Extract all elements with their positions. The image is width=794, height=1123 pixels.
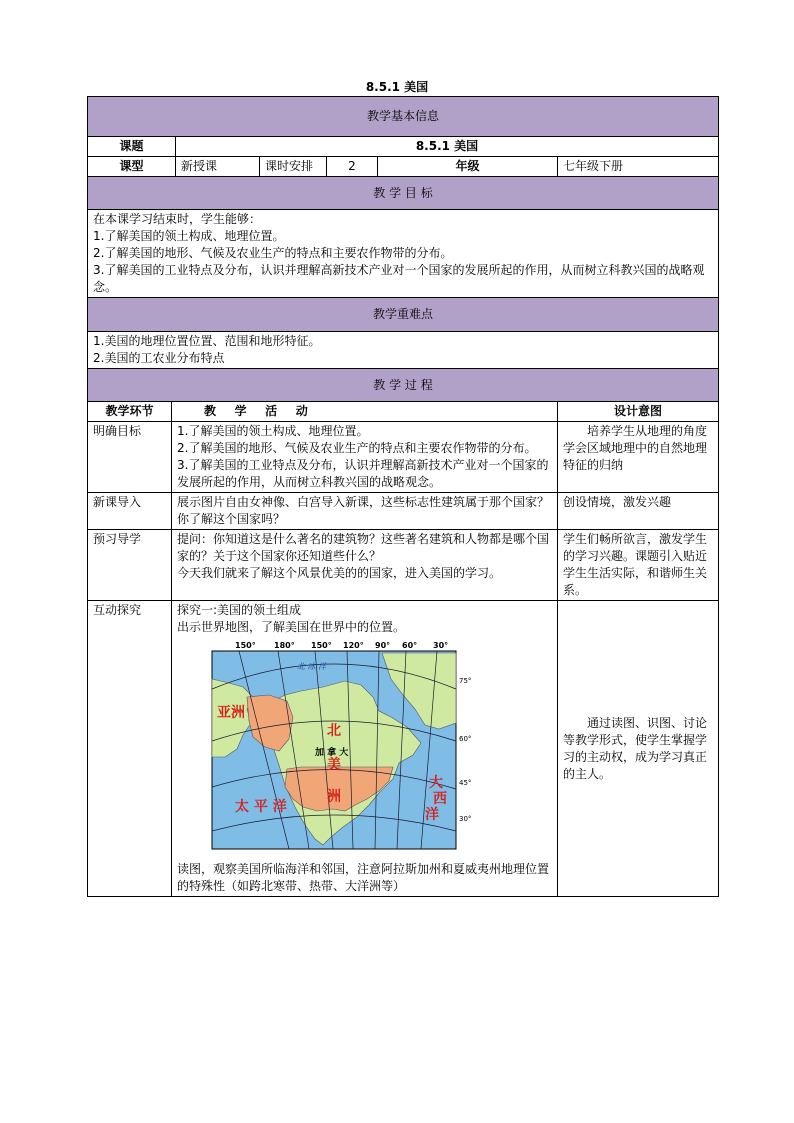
intent-intro: 创设情境，激发兴趣 [558,493,719,530]
stage-intro: 新课导入 [88,493,172,530]
band-key-points: 教学重难点 [88,298,719,332]
goal-item: 2.了解美国的地形、气候及农业生产的特点和主要农作物带的分布。 [93,246,453,260]
topic-label: 课题 [88,137,176,157]
map-lat-label: 75° [459,677,472,685]
map-label-asia: 亚洲 [217,705,245,721]
activity-goal [172,422,558,493]
north-america-map [177,639,487,859]
band-process: 教 学 过 程 [88,369,719,402]
band-goals: 教 学 目 标 [88,177,719,210]
period-label: 课时安排 [260,157,327,177]
intent-preview: 学生们畅所欲言，激发学生的学习兴趣。课题引入贴近学生生活实际，和谐师生关系。 [558,530,719,601]
type-label: 课型 [88,157,176,177]
map-lat-label: 45° [459,779,472,787]
activity-line: 读图，观察美国所临海洋和邻国，注意阿拉斯加州和夏威夷州地理位置的特殊性（如跨北寒带、热带、大洋洲等） [177,862,550,893]
activity-intro: 展示图片自由女神像、白宫导入新课，这些标志性建筑属于那个国家？你了解这个国家吗？ [172,493,558,530]
activity-line: 1.了解美国的领土构成、地理位置。 [177,424,369,438]
goal-item: 3.了解美国的工业特点及分布，认识并理解高新技术产业对一个国家的发展所起的作用，从而树立科教兴国的战略观念。 [93,263,705,294]
intent-goal: 培养学生从地理的角度学会区域地理中的自然地理特征的归纳 [558,422,719,493]
map-lon-label: 180° [274,641,295,650]
activity-line: 探究一:美国的领土组成 [177,603,302,617]
goals-cell [88,210,719,298]
stage-goal: 明确目标 [88,422,172,493]
period-value: 2 [327,157,378,177]
map-lon-label: 120° [343,641,364,650]
map-lat-label: 60° [459,735,472,743]
map-lon-label: 60° [402,641,418,650]
grade-value: 七年级下册 [558,157,719,177]
key-points-cell [88,332,719,369]
activity-line: 2.了解美国的地形、气候及农业生产的特点和主要农作物带的分布。 [177,441,537,455]
activity-preview [172,530,558,601]
map-lon-label: 150° [235,641,256,650]
key-point-item: 1.美国的地理位置位置、范围和地形特征。 [93,334,321,348]
topic-value: 8.5.1 美国 [176,137,719,157]
header-stage: 教学环节 [88,402,172,422]
map-svg [177,639,477,854]
stage-preview: 预习导学 [88,530,172,601]
map-label-continent: 洲 [327,789,341,805]
document-title: 8.5.1 美国 [365,80,429,94]
intent-explore: 通过读图、识图、讨论等教学形式，使学生掌握学习的主动权，成为学习真正的主人。 [558,601,719,897]
map-label-pacific: 太 平 洋 [235,799,287,815]
map-label-north: 北 [327,723,341,739]
activity-line: 3.了解美国的工业特点及分布，认识并理解高新技术产业对一个国家的发展所起的作用，从而树立科教兴国的战略观念。 [177,458,549,489]
activity-line: 今天我们就来了解这个风景优美的的国家，进入美国的学习。 [177,566,502,580]
goals-intro: 在本课学习结束时，学生能够： [93,212,262,226]
activity-explore [172,601,558,897]
activity-line: 提问：你知道这是什么著名的建筑物？这些著名建筑和人物都是哪个国家的？关于这个国家你还知道些什么？ [177,532,550,563]
map-lon-label: 150° [311,641,332,650]
map-label-atlantic-3: 洋 [425,807,439,823]
map-lat-label: 30° [459,815,472,823]
goal-item: 1.了解美国的领土构成、地理位置。 [93,229,285,243]
key-point-item: 2.美国的工农业分布特点 [93,351,225,365]
map-label-atlantic-2: 西 [433,791,447,807]
grade-label: 年级 [378,157,558,177]
band-basic-info: 教学基本信息 [88,97,719,137]
stage-explore: 互动探究 [88,601,172,897]
map-label-arctic: 北 冰 洋 [297,662,327,671]
header-activity: 教 学 活 动 [172,402,558,422]
lesson-plan-table [87,96,719,897]
map-label-america: 美 [327,757,341,773]
header-intent: 设计意图 [558,402,719,422]
map-lon-label: 30° [433,641,449,650]
map-label-atlantic-1: 大 [429,775,443,791]
map-lon-label: 90° [375,641,391,650]
map-label-canada: 加 拿 大 [315,748,349,758]
type-value: 新授课 [176,157,260,177]
activity-line: 出示世界地图，了解美国在世界中的位置。 [177,620,406,634]
